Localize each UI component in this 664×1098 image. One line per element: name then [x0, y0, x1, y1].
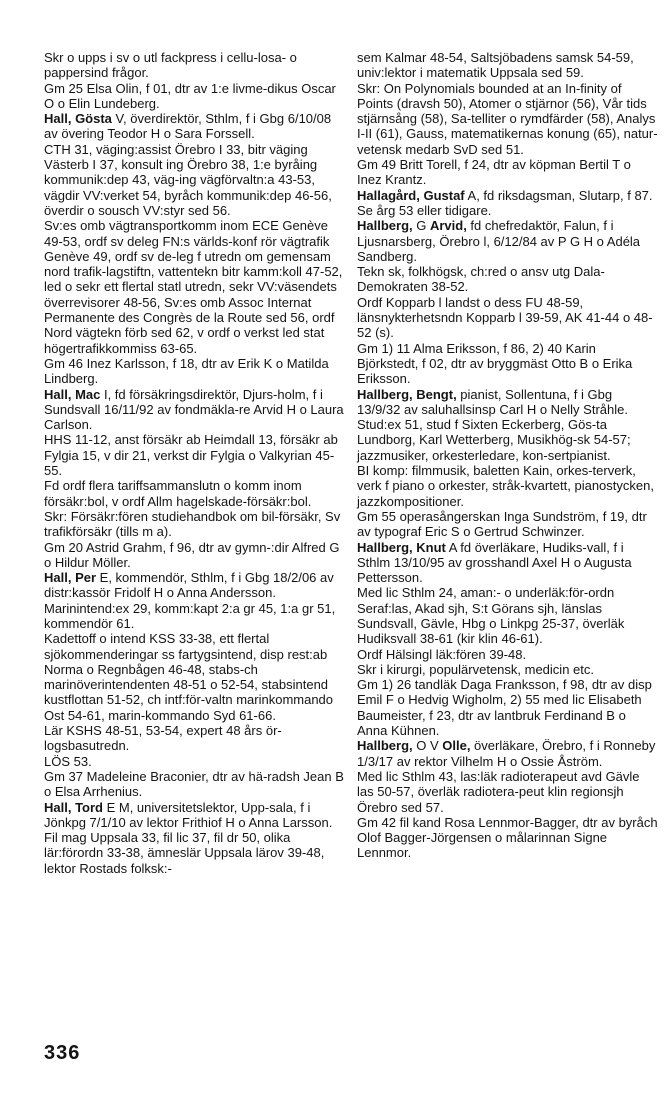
- paragraph-text: Gm 25 Elsa Olin, f 01, dtr av 1:e livme-dikus Oscar O o Elin Lundeberg.: [44, 80, 336, 111]
- paragraph-text: E M, universitetslektor, Upp-sala, f i Jönkpg 7/1/10 av lektor Frithiof H o Anna Larsson.: [44, 799, 333, 830]
- paragraph-text: Skr i kirurgi, populärvetensk, medicin etc.: [357, 661, 594, 677]
- entry-paragraph: [357, 295, 659, 341]
- paragraph-text: Med lic Sthlm 24, aman:- o underläk:för-ordn Seraf:las, Akad sjh, S:t Görans sjh, länslas Sundsvall, Gävle, Hbg o Linkpg 25-37, överläk Hudiksvall 38-61 (kir klin 46-61).: [357, 585, 625, 647]
- entry-paragraph: [44, 478, 346, 509]
- entry-paragraph: [357, 585, 659, 646]
- paragraph-text: Med lic Sthlm 43, las:läk radioterapeut avd Gävle las 50-57, överläk radiotera-peut klin regionsjh Örebro sed 57.: [357, 768, 640, 815]
- left-column: [44, 50, 346, 876]
- entry-name: Hall, Per: [44, 570, 97, 586]
- entry-paragraph: [357, 677, 659, 738]
- paragraph-text: Fil mag Uppsala 33, fil lic 37, fil dr 50, olika lär:förordn 33-38, ämneslär Uppsala lärov 39-48, lektor Rostads folksk:-: [44, 830, 325, 876]
- entry-paragraph: [357, 341, 659, 387]
- paragraph-text: Fd ordf flera tariffsammanslutn o komm inom försäkr:bol, v ordf Allm hagelskade-försäkr:bol.: [44, 478, 312, 509]
- paragraph-text: Gm 1) 26 tandläk Daga Franksson, f 98, dtr av disp Emil F o Hedvig Wigholm, 2) 55 med lic Elisabeth Baumeister, f 23, dtr av lantbruk Ferdinand B o Anna Kühnen.: [357, 677, 652, 739]
- paragraph-text: Gm 20 Astrid Grahm, f 96, dtr av gymn-:dir Alfred G o Hildur Möller.: [44, 539, 340, 570]
- entry-name: Hallagård, Gustaf: [357, 187, 465, 203]
- paragraph-text: E, kommendör, Sthlm, f i Gbg 18/2/06 av distr:kassör Fridolf H o Anna Andersson.: [44, 570, 334, 601]
- entry-paragraph: [357, 264, 659, 295]
- paragraph-text: V, överdirektör, Sthlm, f i Gbg 6/10/08 av övering Teodor H o Sara Forssell.: [44, 111, 332, 142]
- page-number: 336: [44, 1042, 81, 1064]
- right-column: [357, 50, 659, 861]
- entry-name: Hallberg,: [357, 218, 413, 234]
- entry-paragraph: [44, 631, 346, 723]
- entry-name: Hallberg, Knut: [357, 539, 446, 555]
- paragraph-text: Skr o upps i sv o utl fackpress i cellu-losa- o pappersind frågor.: [44, 50, 297, 81]
- paragraph-text: pianist, Sollentuna, f i Gbg 13/9/32 av saluhallsinsp Carl H o Nelly Stråhle.: [357, 386, 628, 417]
- entry-given-name: Arvid,: [429, 218, 467, 234]
- paragraph-text: Ordf Kopparb l landst o dess FU 48-59, länsnykterhetsndn Kopparb l 39-59, AK 41-44 o 48-52 (s).: [357, 294, 653, 341]
- entry-paragraph: [357, 50, 659, 81]
- entry-paragraph: [357, 647, 659, 662]
- entry-paragraph: [357, 463, 659, 509]
- entry-initials: G: [412, 218, 430, 234]
- entry-name: Hall, Gösta: [44, 111, 112, 127]
- entry-paragraph: [357, 157, 659, 188]
- paragraph-text: Ordf Hälsingl läk:fören 39-48.: [357, 646, 527, 662]
- biography-entry: [44, 387, 346, 433]
- paragraph-text: Sv:es omb vägtransportkomm inom ECE Genève 49-53, ordf sv deleg FN:s världs-konf rör vägtrafik Genève 49, ordf sv de-leg f utredn om gemensam nord trafik-lagstiftn, vattentekn bitr kamm:koll 47-52, led o sekr ett flertal statl utredn, sekr VV:väsendets överrevisorer 48-56, Sv:es omb Assoc Internat Permanente des Congrès de la Route sed 56, ordf Nord vägtekn förb sed 62, v ordf o verkst led stat högertrafikkommiss 63-65.: [44, 218, 343, 356]
- biography-entry: [44, 111, 346, 142]
- paragraph-text: Tekn sk, folkhögsk, ch:red o ansv utg Dala-Demokraten 38-52.: [357, 264, 605, 295]
- entry-paragraph: [44, 218, 346, 356]
- paragraph-text: Gm 55 operasångerskan Inga Sundström, f 19, dtr av typograf Eric S o Gertrud Schwinzer.: [357, 508, 647, 540]
- entry-paragraph: [357, 769, 659, 815]
- paragraph-text: sem Kalmar 48-54, Saltsjöbadens samsk 54-59, univ:lektor i matematik Uppsala sed 59.: [357, 50, 634, 81]
- biography-entry: [357, 540, 659, 586]
- paragraph-text: Kadettoff o intend KSS 33-38, ett flertal sjökommenderingar ss fartygsintend, disp rest:ab Norma o Regnbågen 46-48, stabs-ch marinöverintendenten 48-51 o 52-54, stabsintend kustflottan 51-52, ch intf:för-valtn marinkommando Ost 54-61, marin-kommando Syd 61-66.: [44, 631, 334, 723]
- paragraph-text: A fd överläkare, Hudiks-vall, f i Sthlm 13/10/95 av grosshandl Axel H o Augusta Pettersson.: [357, 539, 632, 586]
- paragraph-text: Skr: Försäkr:fören studiehandbok om bil-försäkr, Sv trafikförsäkr (tills m a).: [44, 508, 341, 540]
- entry-paragraph: [44, 601, 346, 632]
- entry-paragraph: [357, 509, 659, 540]
- entry-paragraph: [44, 540, 346, 571]
- entry-given-name: Olle,: [442, 738, 471, 754]
- biography-entry: [44, 800, 346, 831]
- entry-paragraph: [357, 417, 659, 463]
- paragraph-text: A, fd riksdagsman, Slutarp, f 87. Se årg 53 eller tidigare.: [357, 187, 653, 218]
- biography-entry: [357, 387, 659, 418]
- paragraph-text: Stud:ex 51, stud f Sixten Eckerberg, Gös-ta Lundborg, Karl Wetterberg, Musikhög-sk 54-57; jazzmusiker, orkesterledare, kon-sertpianist.: [357, 417, 631, 463]
- paragraph-text: Gm 46 Inez Karlsson, f 18, dtr av Erik K o Matilda Lindberg.: [44, 355, 329, 387]
- paragraph-text: Skr: On Polynomials bounded at an In-finity of Points (dravsh 50), Atomer o stjärnor (56), Vår tids stjärnsång (58), Sa-telliter o rymdfärder (58), Analys I-II (61), Gauss, matematikernas konung (65), natur-vetensk medarb SvD sed 51.: [357, 80, 658, 157]
- paragraph-text: Lär KSHS 48-51, 53-54, expert 48 års ör-logsbasutredn.: [44, 723, 282, 754]
- entry-paragraph: [44, 356, 346, 387]
- entry-paragraph: [44, 769, 346, 800]
- entry-paragraph: [44, 81, 346, 112]
- paragraph-text: Gm 42 fil kand Rosa Lennmor-Bagger, dtr av byråch Olof Bagger-Jörgensen o målarinnan Signe Lennmor.: [357, 814, 658, 861]
- entry-name: Hall, Mac: [44, 386, 101, 402]
- entry-paragraph: [44, 142, 346, 218]
- paragraph-text: BI komp: filmmusik, baletten Kain, orkes-terverk, verk f piano o orkester, stråk-kvartett, pianostycken, jazzkompositioner.: [357, 463, 654, 509]
- biography-entry: [357, 188, 659, 219]
- paragraph-text: CTH 31, väging:assist Örebro I 33, bitr väging Västerb I 37, konsult ing Örebro 38, 1:e byråing kommunik:dep 43, väg-ing vägförvaltn:a 43-53, vägdir VV:verket 54, byråch kommunik:dep 46-56, överdir o sousch VV:styr sed 56.: [44, 141, 332, 218]
- paragraph-text: I, fd försäkringsdirektör, Djurs-holm, f i Sundsvall 16/11/92 av fondmäkla-re Arvid H o Laura Carlson.: [44, 386, 344, 433]
- paragraph-text: Gm 37 Madeleine Braconier, dtr av hä-radsh Jean B o Elsa Arrhenius.: [44, 768, 344, 800]
- entry-paragraph: [44, 432, 346, 478]
- entry-paragraph: [44, 50, 346, 81]
- entry-paragraph: [357, 662, 659, 677]
- biography-entry: [357, 218, 659, 264]
- entry-paragraph: [44, 509, 346, 540]
- entry-name: Hallberg,: [357, 738, 413, 754]
- paragraph-text: Gm 49 Britt Torell, f 24, dtr av köpman Bertil T o Inez Krantz.: [357, 157, 631, 188]
- paragraph-text: fd chefredaktör, Falun, f i Ljusnarsberg, Örebro l, 6/12/84 av P G H o Adéla Sandberg.: [357, 218, 641, 264]
- entry-paragraph: [357, 815, 659, 861]
- entry-name: Hallberg, Bengt,: [357, 386, 457, 402]
- paragraph-text: överläkare, Örebro, f i Ronneby 1/3/17 av rektor Vilhelm H o Ossie Åström.: [357, 738, 656, 769]
- entry-paragraph: [357, 81, 659, 157]
- paragraph-text: Gm 1) 11 Alma Eriksson, f 86, 2) 40 Karin Björkstedt, f 02, dtr av bryggmäst Otto B o Erika Eriksson.: [357, 340, 633, 387]
- entry-paragraph: [44, 830, 346, 876]
- entry-initials: O V: [412, 738, 443, 754]
- biography-entry: [44, 570, 346, 601]
- biography-entry: [357, 738, 659, 769]
- paragraph-text: HHS 11-12, anst försäkr ab Heimdall 13, försäkr ab Fylgia 15, v dir 21, verkst dir Fylgia o Valkyrian 45-55.: [44, 432, 338, 479]
- entry-paragraph: [44, 723, 346, 754]
- paragraph-text: Marinintend:ex 29, komm:kapt 2:a gr 45, 1:a gr 51, kommendör 61.: [44, 600, 336, 631]
- entry-name: Hall, Tord: [44, 799, 103, 815]
- entry-paragraph: [44, 754, 346, 769]
- paragraph-text: LÖS 53.: [44, 753, 92, 769]
